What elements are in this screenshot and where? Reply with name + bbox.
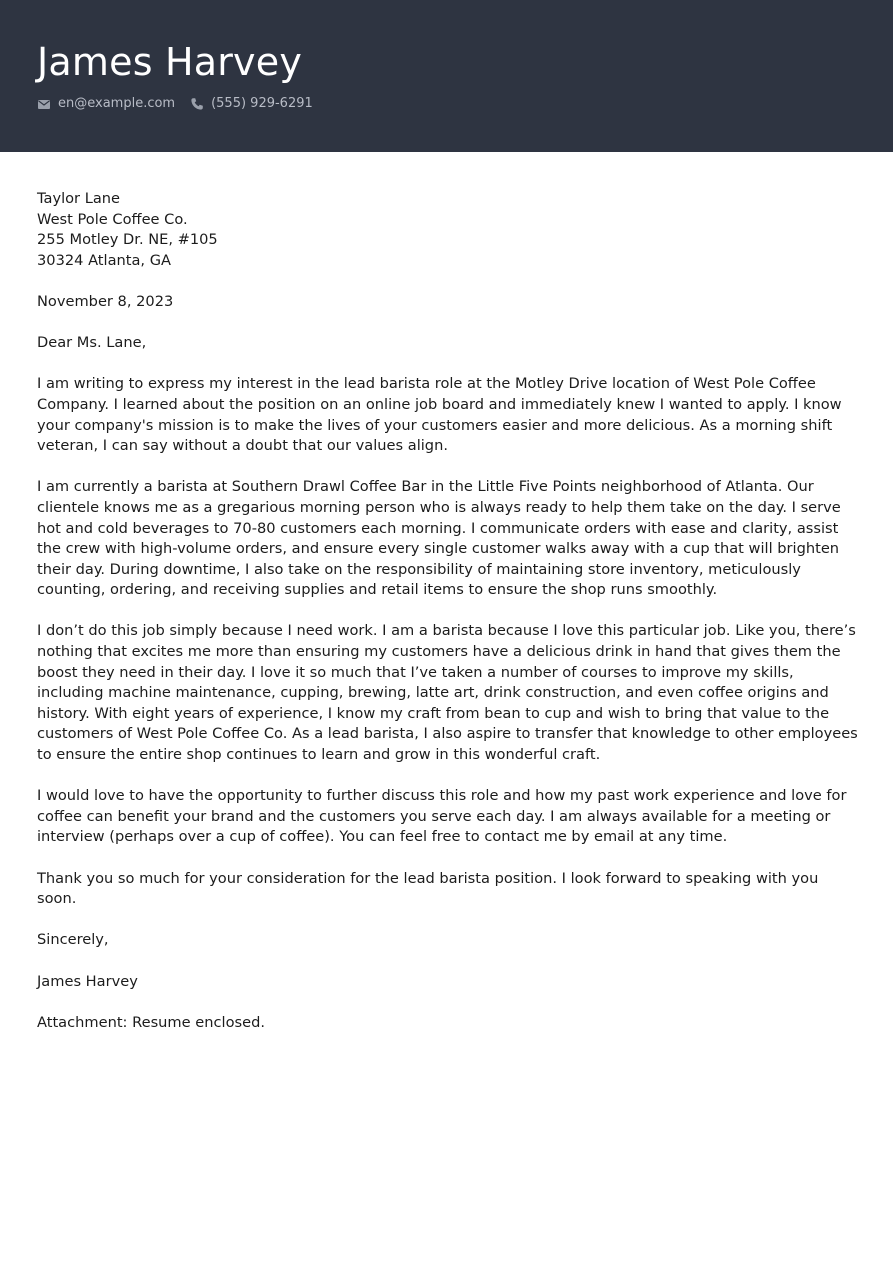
contact-info: [37, 94, 856, 114]
body-paragraph: I am currently a barista at Southern Drawl Coffee Bar in the Little Five Points neighborhood of Atlanta. Our clientele knows me as a gregarious morning person who is always ready to help them take on the day. I serve hot and cold beverages to 70-80 customers each morning. I communicate orders with ease and clarity, assist the crew with high-volume orders, and ensure every single customer walks away with a cup that will brighten their day. During downtime, I also take on the responsibility of maintaining store inventory, meticulously counting, ordering, and receiving supplies and retail items to ensure the shop runs smoothly.: [37, 478, 841, 599]
body-paragraph: I am writing to express my interest in the lead barista role at the Motley Drive location of West Pole Coffee Company. I learned about the position on an online job board and immediately knew I wanted to apply. I know your company's mission is to make the lives of your customers easier and more delicious. As a morning shift veteran, I can say without a doubt that our values align.: [37, 375, 842, 455]
email-text: en@example.com: [58, 96, 176, 111]
attachment-note: Attachment: Resume enclosed.: [37, 1013, 265, 1031]
closing: Sincerely,: [37, 931, 109, 949]
phone-icon: [190, 97, 204, 111]
body-paragraph: I would love to have the opportunity to further discuss this role and how my past work experience and love for coffee can benefit your brand and the customers you serve each day. I am always available for a meeting or interview (perhaps over a cup of coffee). You can feel free to contact me by email at any time.: [37, 787, 847, 846]
phone-text: (555) 929-6291: [211, 96, 313, 111]
letter-body: [37, 189, 859, 1054]
letter-date: November 8, 2023: [37, 292, 174, 310]
recipient-name: Taylor Lane: [37, 190, 121, 207]
salutation: Dear Ms. Lane,: [37, 334, 147, 352]
body-paragraph: Thank you so much for your consideration for the lead barista position. I look forward to speaking with you soon.: [37, 869, 819, 908]
recipient-company: West Pole Coffee Co.: [37, 210, 188, 228]
email-contact[interactable]: [37, 94, 175, 114]
envelope-icon: [37, 97, 51, 111]
sender-name: James Harvey: [37, 40, 303, 84]
recipient-address: [37, 189, 859, 271]
body-paragraph: I don’t do this job simply because I need work. I am a barista because I love this particular job. Like you, there’s nothing that excites me more than ensuring my customers have a delicious drink in hand that gives them the boost they need in their day. I love it so much that I’ve taken a number of courses to improve my skills, including machine maintenance, cupping, brewing, latte art, drink construction, and even coffee origins and history. With eight years of experience, I know my craft from bean to cup and wish to bring that value to the customers of West Pole Coffee Co. As a lead barista, I also aspire to transfer that knowledge to other employees to ensure the entire shop continues to learn and grow in this wonderful craft.: [37, 622, 858, 764]
letter-header: [0, 0, 893, 152]
recipient-city: 30324 Atlanta, GA: [37, 251, 171, 269]
recipient-street: 255 Motley Dr. NE, #105: [37, 231, 218, 249]
phone-contact[interactable]: [190, 94, 313, 114]
signature: James Harvey: [37, 972, 138, 990]
